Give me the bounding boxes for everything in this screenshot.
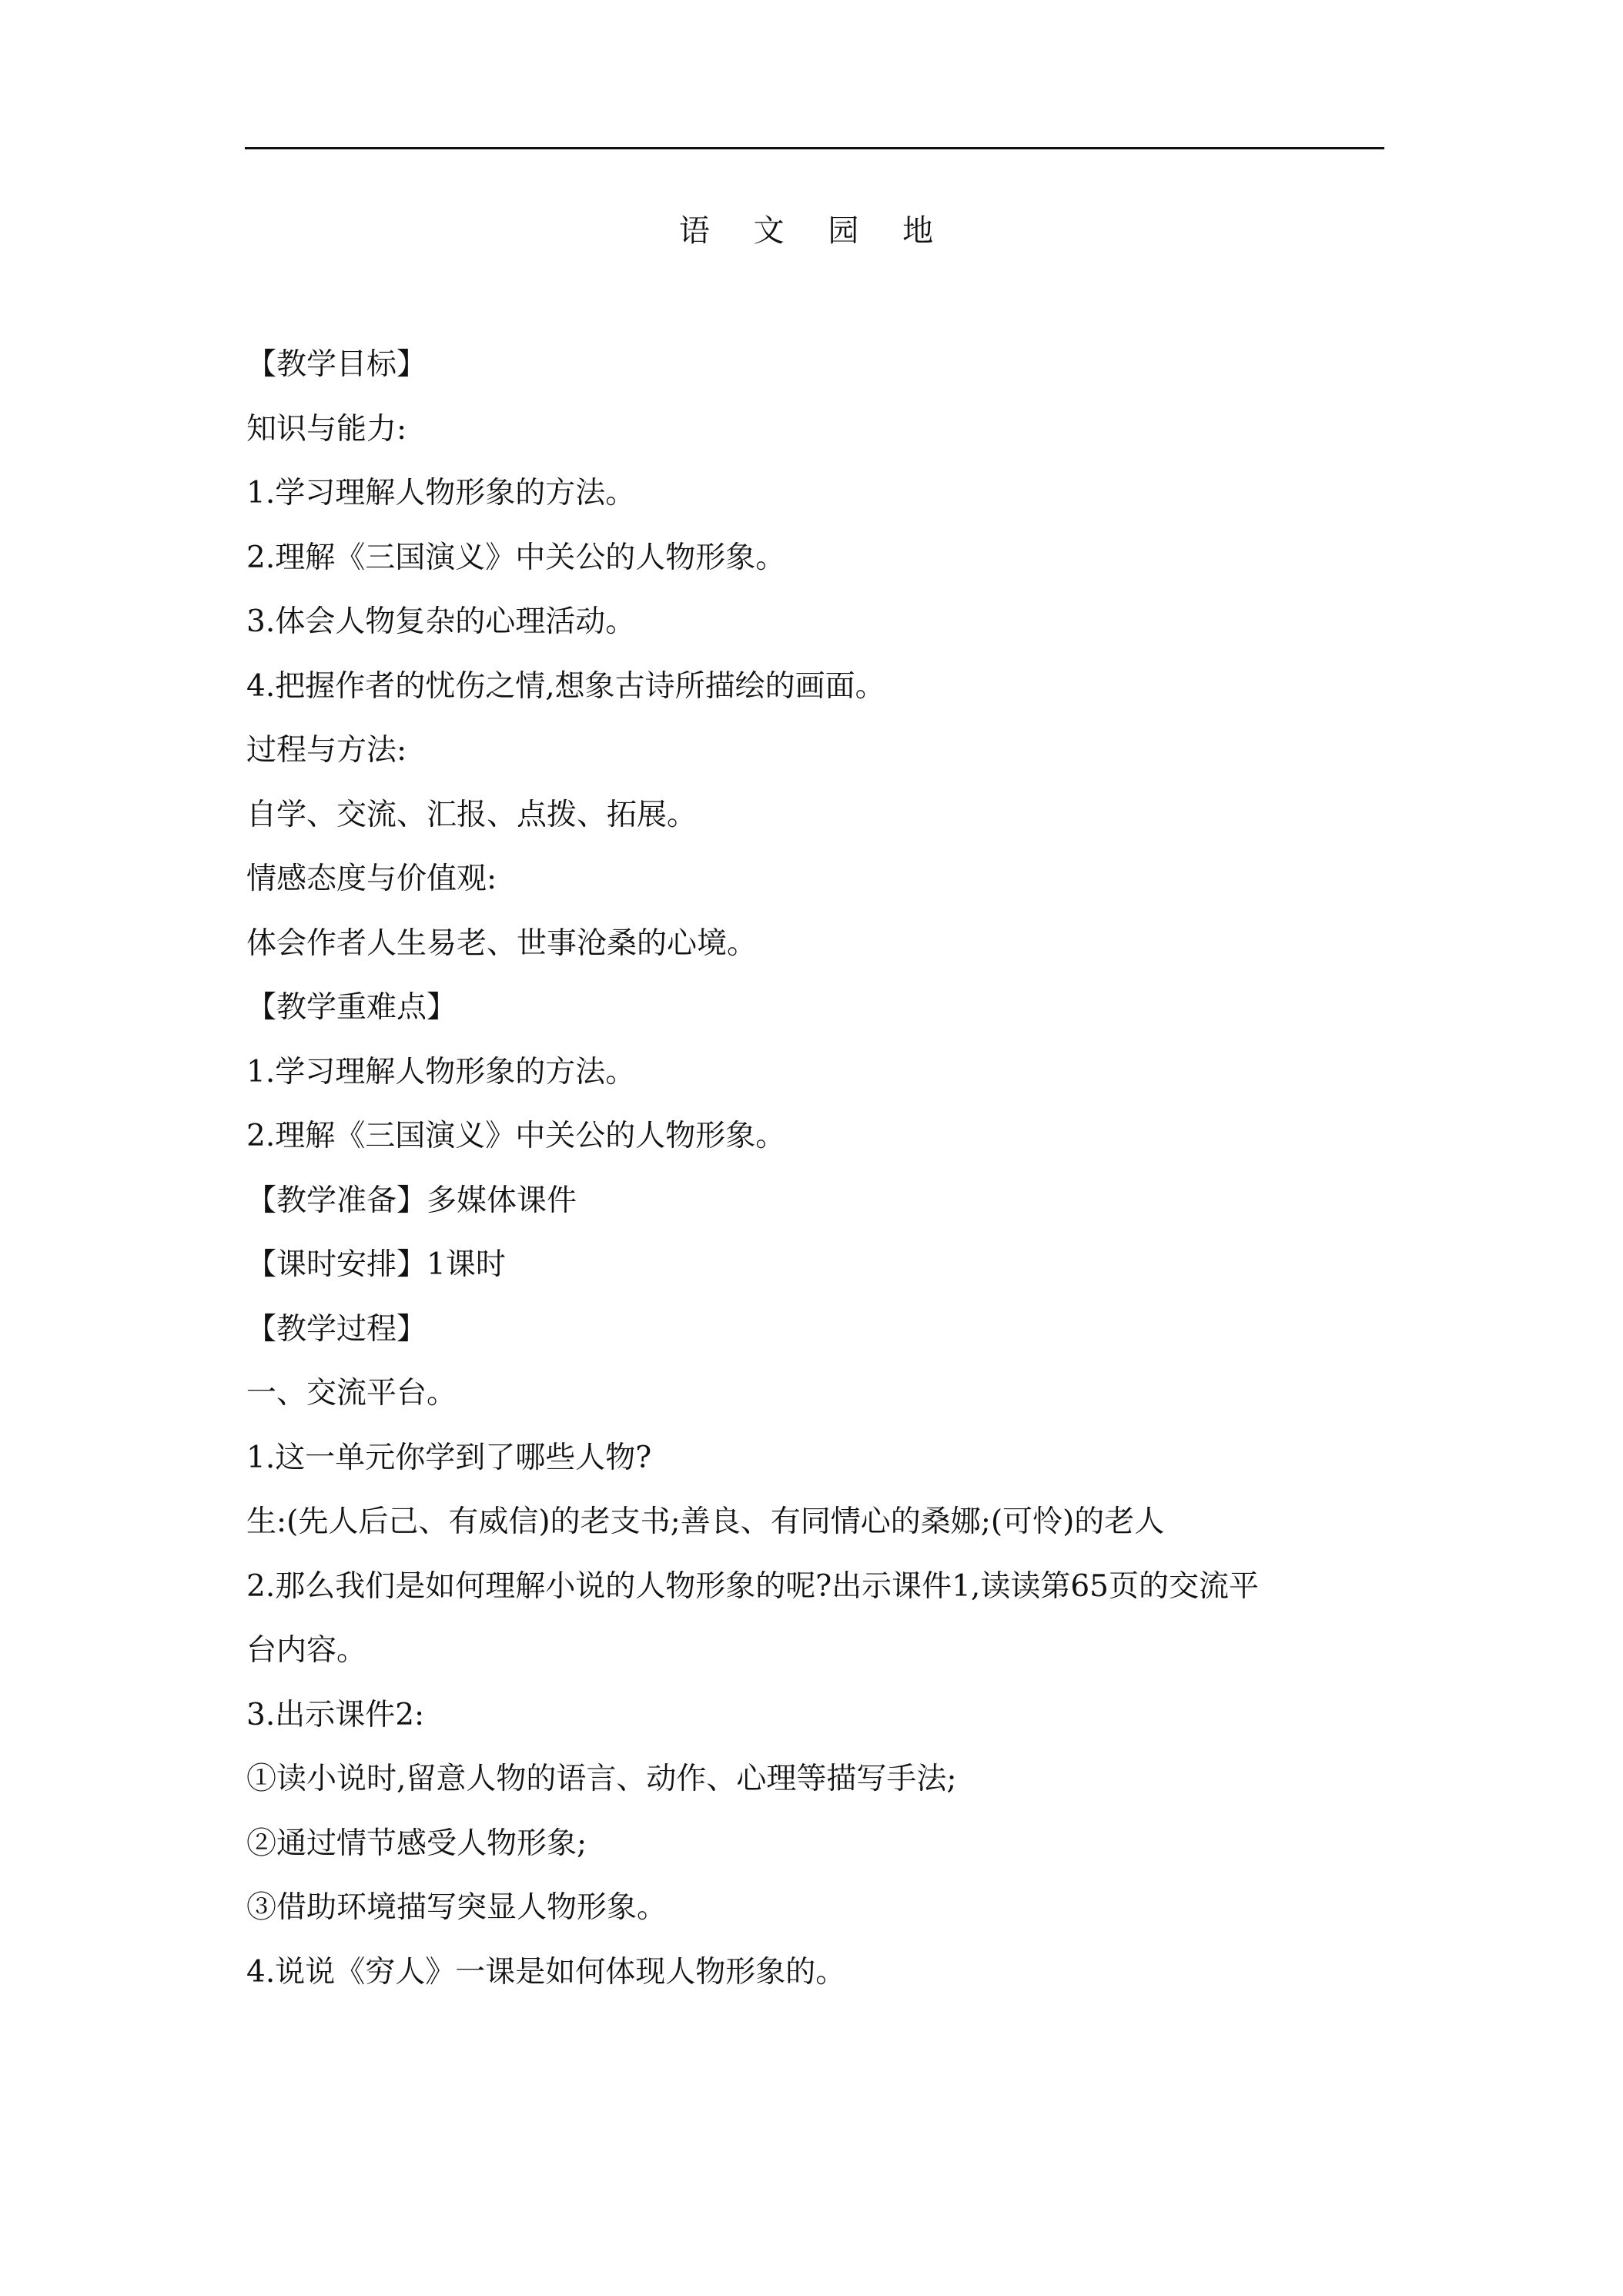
subheading-exchange-platform: 一、交流平台。 xyxy=(246,1376,457,1411)
text-line: 自学、交流、汇报、点拨、拓展。 xyxy=(246,797,698,832)
text-line: 生:(先人后己、有威信)的老支书;善良、有同情心的桑娜;(可怜)的老人 xyxy=(246,1504,1165,1539)
text-line: 1.学习理解人物形象的方法。 xyxy=(246,476,636,510)
header-rule xyxy=(245,147,1384,149)
text-line: 2.理解《三国演义》中关公的人物形象。 xyxy=(246,1119,786,1153)
subheading-attitude: 情感态度与价值观: xyxy=(246,862,497,896)
section-heading-process: 【教学过程】 xyxy=(246,1311,427,1347)
text-line: 1.这一单元你学到了哪些人物? xyxy=(246,1440,652,1475)
document-title: 语 文 园 地 xyxy=(678,213,951,249)
text-line: 4.把握作者的忧伤之情,想象古诗所描绘的画面。 xyxy=(246,668,885,704)
section-heading-key-points: 【教学重难点】 xyxy=(246,990,457,1025)
text-line: 3.出示课件2: xyxy=(246,1697,425,1732)
text-line: ③借助环境描写突显人物形象。 xyxy=(246,1890,668,1925)
section-heading-objectives: 【教学目标】 xyxy=(246,347,427,382)
text-line: 2.那么我们是如何理解小说的人物形象的呢?出示课件1,读读第65页的交流平 xyxy=(246,1568,1259,1604)
section-heading-schedule: 【课时安排】1课时 xyxy=(246,1247,506,1282)
subheading-knowledge: 知识与能力: xyxy=(246,411,407,447)
text-line: ②通过情节感受人物形象; xyxy=(246,1826,587,1861)
text-line: 3.体会人物复杂的心理活动。 xyxy=(246,604,636,639)
section-heading-preparation: 【教学准备】多媒体课件 xyxy=(246,1183,577,1218)
text-line: 台内容。 xyxy=(246,1633,367,1668)
text-line: 4.说说《穷人》一课是如何体现人物形象的。 xyxy=(246,1954,846,1990)
text-line: 1.学习理解人物形象的方法。 xyxy=(246,1054,636,1089)
text-line: 体会作者人生易老、世事沧桑的心境。 xyxy=(246,925,758,961)
text-line: 2.理解《三国演义》中关公的人物形象。 xyxy=(246,540,786,575)
document-body xyxy=(246,333,1384,2004)
subheading-process: 过程与方法: xyxy=(246,733,407,768)
text-line: ①读小说时,留意人物的语言、动作、心理等描写手法; xyxy=(246,1762,957,1796)
